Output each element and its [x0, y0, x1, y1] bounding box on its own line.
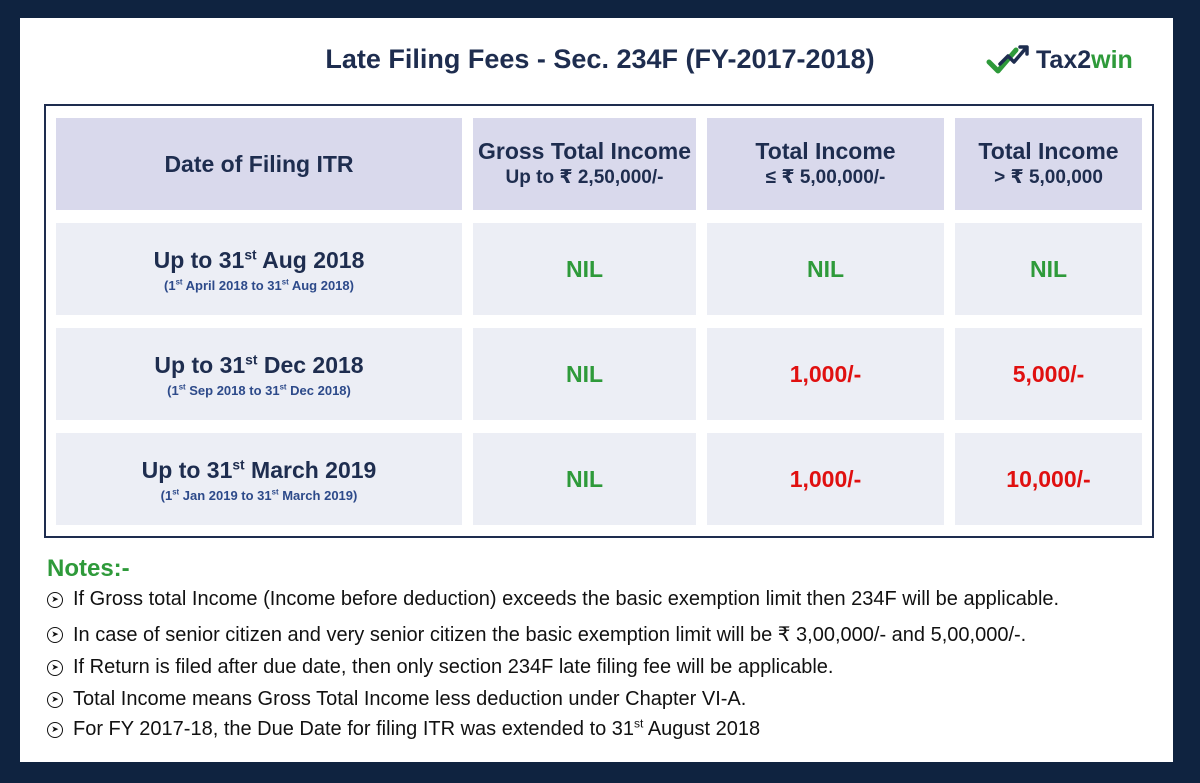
row-date-range: (1st Jan 2019 to 31st March 2019) — [160, 487, 358, 503]
header-total-income-gt-5l — [955, 118, 1142, 210]
note-item — [47, 718, 760, 741]
chart-check-icon — [986, 42, 1030, 78]
note-text: In case of senior citizen and very senior citizen the basic exemption limit will be ₹ 3,00,000/- and 5,00,000/-. — [73, 624, 1027, 646]
logo-text: Tax2win — [1036, 45, 1133, 74]
header-label: Date of Filing ITR — [164, 151, 354, 177]
header-total-income-le-5l — [707, 118, 944, 210]
row-2-gti-cell — [473, 328, 696, 420]
fee-value: NIL — [565, 360, 604, 387]
page-title: Late Filing Fees - Sec. 234F (FY-2017-2018) — [325, 44, 875, 74]
row-1-date-cell — [56, 223, 462, 315]
row-date: Up to 31st March 2019 — [141, 456, 377, 483]
header-sublabel: Up to ₹ 2,50,000/- — [505, 167, 664, 188]
fee-value: NIL — [565, 255, 604, 282]
note-text: If Return is filed after due date, then only section 234F late filing fee will be applicable. — [73, 656, 834, 678]
header-sublabel: > ₹ 5,00,000 — [994, 167, 1103, 188]
row-3-gti-cell — [473, 433, 696, 525]
fee-value: 1,000/- — [789, 465, 862, 492]
header-label: Total Income — [755, 138, 896, 164]
circle-arrow-icon: ➤ — [47, 660, 63, 676]
row-1-gti-cell — [473, 223, 696, 315]
note-text: For FY 2017-18, the Due Date for filing ITR was extended to 31st August 2018 — [73, 716, 761, 740]
row-2-gt5l-cell — [955, 328, 1142, 420]
row-2-le5l-cell — [707, 328, 944, 420]
header-label: Total Income — [978, 138, 1119, 164]
note-text: If Gross total Income (Income before deduction) exceeds the basic exemption limit then 234F will be applicable. — [73, 588, 1060, 610]
header-label: Gross Total Income — [477, 138, 691, 164]
fee-value: 10,000/- — [1006, 465, 1091, 492]
header-sublabel: ≤ ₹ 5,00,000/- — [765, 167, 886, 188]
note-text: Total Income means Gross Total Income less deduction under Chapter VI-A. — [73, 688, 747, 710]
tax2win-logo[interactable] — [986, 40, 1133, 80]
header-gross-total-income — [473, 118, 696, 210]
header-date-of-filing — [56, 118, 462, 210]
circle-arrow-icon: ➤ — [47, 592, 63, 608]
note-item — [47, 688, 746, 711]
row-date: Up to 31st Aug 2018 — [153, 246, 365, 273]
row-1-gt5l-cell — [955, 223, 1142, 315]
row-date-range: (1st April 2018 to 31st Aug 2018) — [164, 277, 354, 293]
row-1-le5l-cell — [707, 223, 944, 315]
circle-arrow-icon: ➤ — [47, 627, 63, 643]
fee-value: 1,000/- — [789, 360, 862, 387]
fee-value: NIL — [1029, 255, 1068, 282]
notes-title: Notes:- — [47, 555, 130, 582]
row-3-le5l-cell — [707, 433, 944, 525]
note-item — [47, 588, 1059, 611]
row-date: Up to 31st Dec 2018 — [154, 351, 364, 378]
circle-arrow-icon: ➤ — [47, 692, 63, 708]
row-2-date-cell — [56, 328, 462, 420]
row-date-range: (1st Sep 2018 to 31st Dec 2018) — [167, 382, 351, 398]
row-3-gt5l-cell — [955, 433, 1142, 525]
late-fee-table — [44, 104, 1154, 538]
fee-value: NIL — [565, 465, 604, 492]
fee-value: 5,000/- — [1012, 360, 1085, 387]
row-3-date-cell — [56, 433, 462, 525]
note-item — [47, 622, 1026, 647]
note-item — [47, 656, 833, 679]
fee-value: NIL — [806, 255, 845, 282]
circle-arrow-icon: ➤ — [47, 722, 63, 738]
